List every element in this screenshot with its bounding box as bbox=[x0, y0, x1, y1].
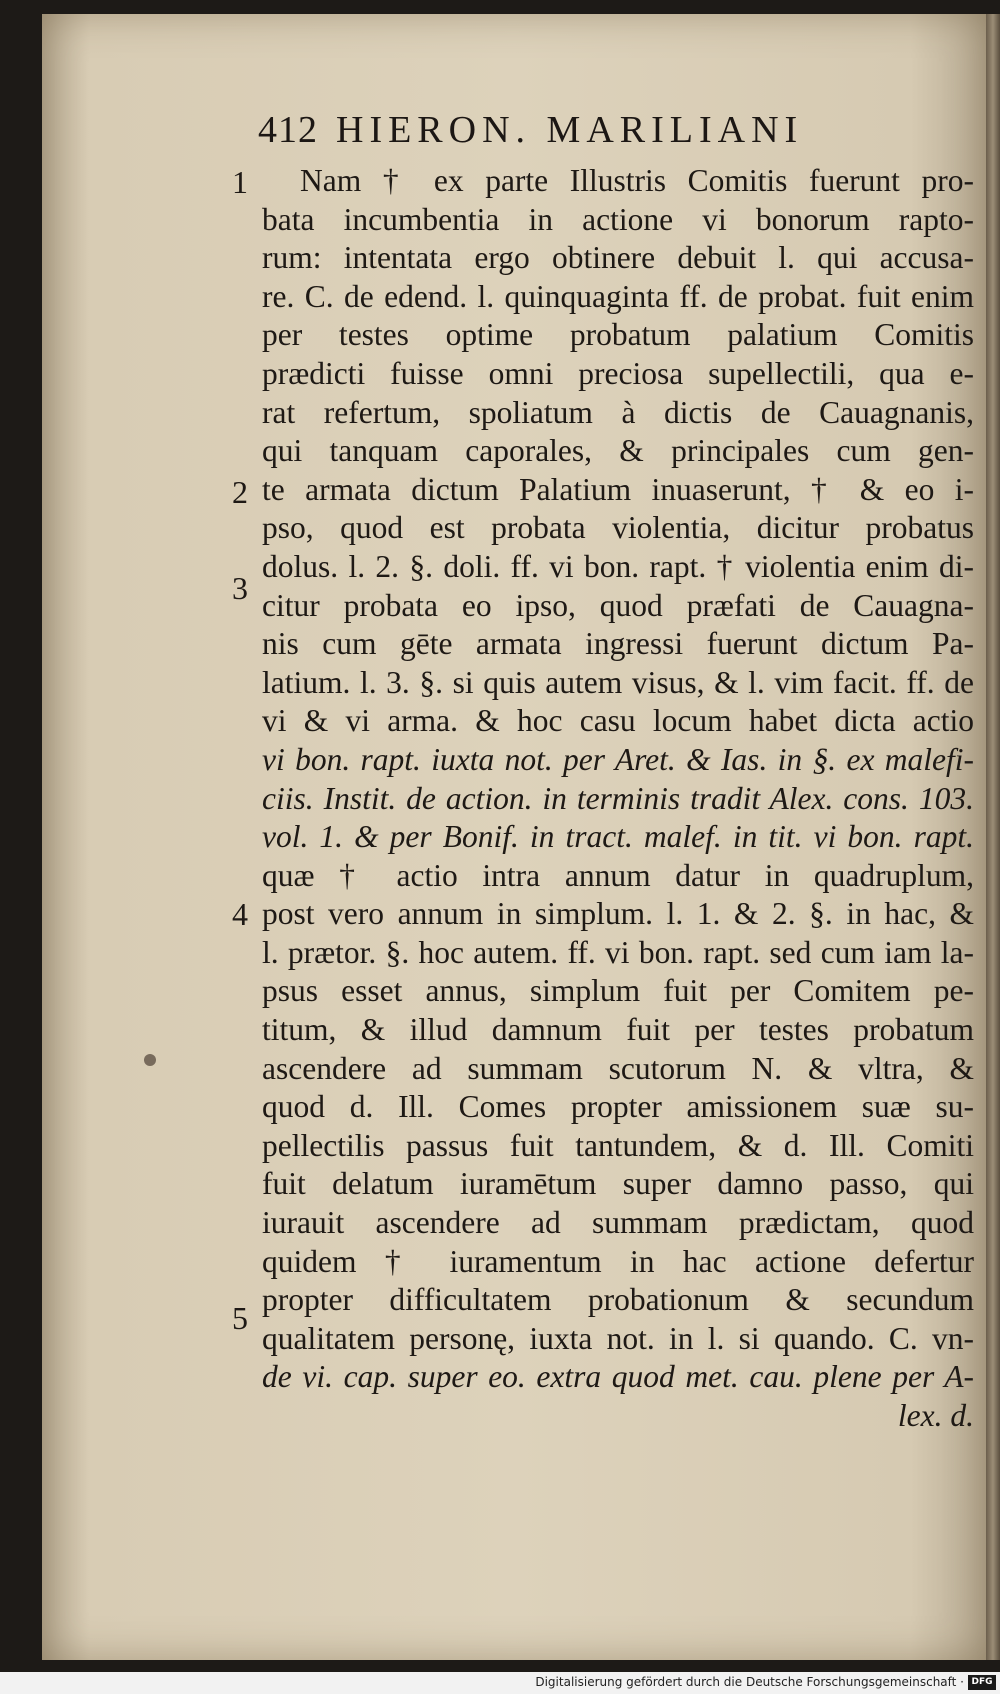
text-line: quod d. Ill. Comes propter amissionem suæ su- bbox=[262, 1089, 974, 1125]
margin-number: 2 bbox=[232, 474, 248, 510]
digitization-footer bbox=[0, 1672, 1000, 1694]
text-line: de vi. cap. super eo. extra quod met. cau. plene per A- bbox=[262, 1359, 974, 1395]
text-line: per testes optime probatum palatium Comitis bbox=[262, 317, 974, 353]
footer-credit: Digitalisierung gefördert durch die Deutsche Forschungsgemeinschaft · bbox=[535, 1675, 964, 1689]
text-line: pellectilis passus fuit tantundem, & d. Ill. Comiti bbox=[262, 1127, 974, 1163]
text-line: ascendere ad summam scutorum N. & vltra, & bbox=[262, 1050, 974, 1086]
text-line: nis cum gēte armata ingressi fuerunt dictum Pa- bbox=[262, 626, 974, 662]
text-line: te armata dictum Palatium inuaserunt, † & eo i- bbox=[262, 471, 974, 507]
text-line: quidem † iuramentum in hac actione defertur bbox=[262, 1243, 974, 1279]
margin-number: 3 bbox=[232, 570, 248, 606]
text-line: Nam † ex parte Illustris Comitis fuerunt pro- bbox=[300, 163, 974, 198]
text-line: iurauit ascendere ad summam prædictam, quod bbox=[262, 1205, 974, 1241]
text-line: prædicti fuisse omni preciosa supellectili, qua e- bbox=[262, 355, 974, 391]
page-header bbox=[258, 108, 898, 164]
text-line: latium. l. 3. §. si quis autem visus, & l. vim facit. ff. de bbox=[262, 664, 974, 700]
text-line: vol. 1. & per Bonif. in tract. malef. in tit. vi bon. rapt. bbox=[262, 819, 974, 855]
running-title: HIERON. MARILIANI bbox=[336, 109, 804, 151]
text-line: psus esset annus, simplum fuit per Comitem pe- bbox=[262, 973, 974, 1009]
text-line: re. C. de edend. l. quinquaginta ff. de probat. fuit enim bbox=[262, 278, 974, 314]
text-line: bata incumbentia in actione vi bonorum rapto- bbox=[262, 201, 974, 237]
text-line: pso, quod est probata violentia, dicitur probatus bbox=[262, 510, 974, 546]
text-line: ciis. Instit. de action. in terminis tradit Alex. cons. 103. bbox=[262, 780, 974, 816]
text-line: qui tanquam caporales, & principales cum gen- bbox=[262, 433, 974, 469]
text-line: rat refertum, spoliatum à dictis de Cauagnanis, bbox=[262, 394, 974, 430]
text-line: l. prætor. §. hoc autem. ff. vi bon. rapt. sed cum iam la- bbox=[262, 934, 974, 970]
margin-number: 4 bbox=[232, 896, 248, 932]
text-line: post vero annum in simplum. l. 1. & 2. §. in hac, & bbox=[262, 896, 974, 932]
text-line: titum, & illud damnum fuit per testes probatum bbox=[262, 1012, 974, 1048]
text-line: qualitatem personę, iuxta not. in l. si quando. C. vn- bbox=[262, 1320, 974, 1356]
text-line: lex. d. bbox=[897, 1398, 974, 1433]
text-line: rum: intentata ergo obtinere debuit l. qui accusa- bbox=[262, 240, 974, 276]
text-line: quæ † actio intra annum datur in quadruplum, bbox=[262, 857, 974, 893]
ink-spot bbox=[144, 1054, 156, 1066]
margin-number: 5 bbox=[232, 1300, 248, 1336]
text-line: vi & vi arma. & hoc casu locum habet dicta actio bbox=[262, 703, 974, 739]
folio-number: 412 bbox=[258, 109, 318, 151]
dfg-logo: DFG bbox=[968, 1675, 996, 1690]
text-line: propter difficultatem probationum & secundum bbox=[262, 1282, 974, 1318]
text-line: fuit delatum iuramētum super damno passo, qui bbox=[262, 1166, 974, 1202]
margin-number: 1 bbox=[232, 164, 248, 200]
text-line: vi bon. rapt. iuxta not. per Aret. & Ias. in §. ex malefi- bbox=[262, 741, 974, 777]
body-text bbox=[262, 162, 974, 1436]
text-line: citur probata eo ipso, quod præfati de Cauagna- bbox=[262, 587, 974, 623]
page-edge bbox=[986, 14, 1000, 1660]
text-line: dolus. l. 2. §. doli. ff. vi bon. rapt. † violentia enim di- bbox=[262, 548, 974, 584]
